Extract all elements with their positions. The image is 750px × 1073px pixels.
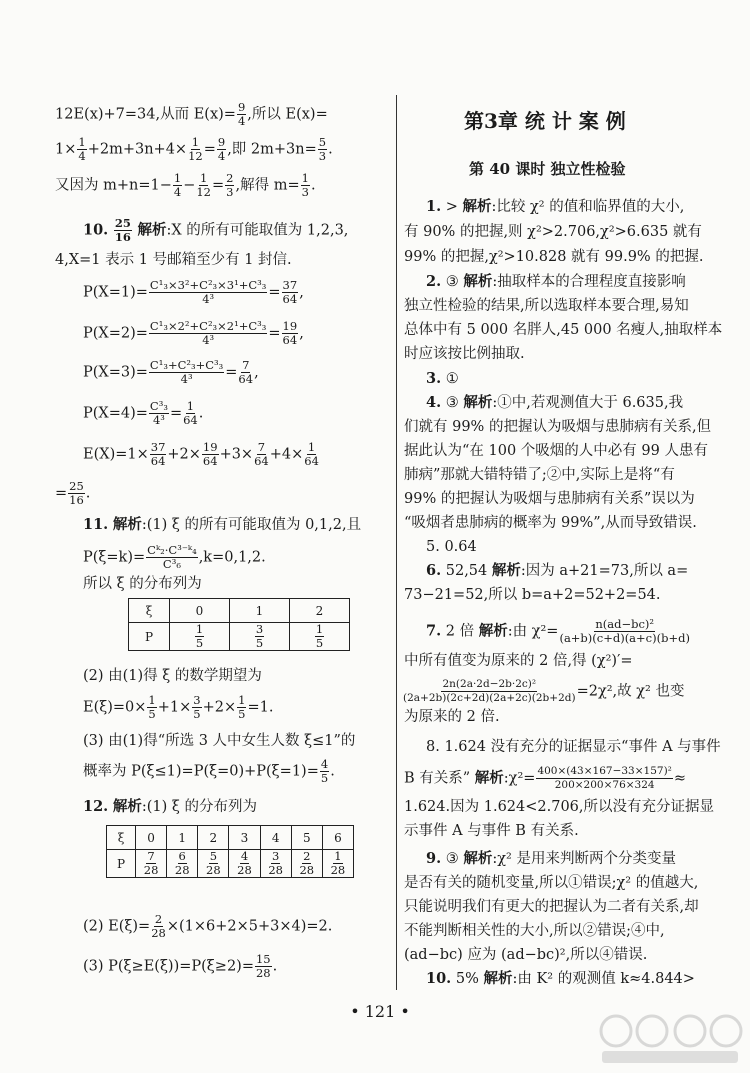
table-row xyxy=(107,826,354,850)
table-cell: $\frac{1}{28}$ xyxy=(322,850,353,878)
formula-line: P(X=1)= $\frac{\text{C¹₃×3²+C²₃×3¹+C³₃}}{\text{4³}}$ = $\frac{37}{64}$ , xyxy=(83,278,304,306)
answer-5: 5. 0.64 xyxy=(426,539,477,555)
text-line: 又因为 m+n=1− $\frac{1}{4}$ − $\frac{1}{12}$ = $\frac{2}{3}$ ,解得 m= $\frac{1}{3}$ . xyxy=(55,171,316,199)
lesson-title: 第 40 课时 独立性检验 xyxy=(469,160,626,178)
text-line: 1× $\frac{1}{4}$ +2m+3n+4× $\frac{1}{12}$ = $\frac{9}{4}$ ,即 2m+3n= $\frac{5}{3}$ . xyxy=(55,135,333,163)
formula-line: P(X=2)= $\frac{\text{C¹₃×2²+C²₃×2¹+C³₃}}{\text{4³}}$ = $\frac{19}{64}$ , xyxy=(83,319,304,347)
formula-line: P(X=4)= $\frac{\text{C³₃}}{\text{4³}}$ = $\frac{1}{64}$ . xyxy=(83,399,204,427)
question-11-header: 11. 解析:(1) ξ 的所有可能取值为 0,1,2,且 xyxy=(83,516,362,533)
formula-line: P(X=3)= $\frac{\text{C¹₃+C²₃+C³₃}}{\text{4³}}$ = $\frac{7}{64}$ , xyxy=(83,358,259,386)
answer-4: 4. ③ 解析:①中,若观测值大于 6.635,我 xyxy=(426,394,684,411)
text-line: 不能判断相关性的大小,所以②错误;④中, xyxy=(404,923,665,939)
text-line: 总体中有 5 000 名胖人,45 000 名瘦人,抽取样本 xyxy=(404,322,723,338)
text-line: 是否有关的随机变量,所以①错误;χ² 的值越大, xyxy=(404,875,699,891)
answer-10: 10. 5% 解析:由 K² 的观测值 k≈4.844> xyxy=(426,970,695,987)
formula-line: = $\frac{25}{16}$ . xyxy=(55,479,91,507)
text-line: 所以 ξ 的分布列为 xyxy=(83,576,202,592)
text-line: 有 90% 的把握,则 χ²>2.706,χ²>6.635 就有 xyxy=(404,224,702,240)
formula-line: 概率为 P(ξ≤1)=P(ξ=0)+P(ξ=1)= $\frac{4}{5}$ . xyxy=(83,757,335,785)
text-line: 时应该按比例抽取. xyxy=(404,346,525,362)
table-cell: $\frac{6}{28}$ xyxy=(167,850,198,878)
text-line: 中所有值变为原来的 2 倍,得 (χ²)′= xyxy=(404,653,633,669)
table-cell: 3 xyxy=(229,826,260,850)
answer-8: 8. 1.624 没有充分的证据显示“事件 A 与事件 xyxy=(426,739,721,755)
formula-line: $\frac{\text{2n(2a·2d−2b·2c)²}}{(2a+2b)(2c+2d)(2a+2c)(2b+2d)}$ =2χ²,故 χ² 也变 xyxy=(403,678,685,704)
table-cell: ξ xyxy=(129,599,170,623)
table-cell: ξ xyxy=(107,826,136,850)
text-line: (3) 由(1)得“所选 3 人中女生人数 ξ≤1”的 xyxy=(83,733,356,749)
answer-7: 7. 2 倍 解析:由 χ²= $\frac{\text{n(ad−bc)²}}{(a+b)(c+d)(a+c)(b+d)}$ xyxy=(426,617,690,645)
table-cell: 2 xyxy=(290,599,350,623)
text-line: 73−21=52,所以 b=a+2=52+2=54. xyxy=(404,587,661,603)
table-cell: $\frac{4}{28}$ xyxy=(229,850,260,878)
answer-1: 1. > 解析:比较 χ² 的值和临界值的大小, xyxy=(426,198,685,215)
distribution-table-xi-3 xyxy=(128,598,350,651)
text-line: 们就有 99% 的把握认为吸烟与患肺病有关系,但 xyxy=(404,419,712,435)
table-cell: $\frac{1}{5}$ xyxy=(290,623,350,651)
distribution-table-xi-7 xyxy=(106,825,354,878)
table-cell: $\frac{1}{5}$ xyxy=(170,623,230,651)
table-row xyxy=(129,599,350,623)
table-cell: $\frac{7}{28}$ xyxy=(136,850,167,878)
text-line: 99% 的把握,χ²>10.828 就有 99.9% 的把握. xyxy=(404,249,704,265)
table-cell: 4 xyxy=(260,826,291,850)
table-cell: 5 xyxy=(291,826,322,850)
table-cell: 1 xyxy=(167,826,198,850)
column-divider xyxy=(396,95,397,990)
table-cell: 6 xyxy=(322,826,353,850)
formula-line: (3) P(ξ≥E(ξ))=P(ξ≥2)= $\frac{15}{28}$ . xyxy=(83,952,278,980)
answer-3: 3. ① xyxy=(426,370,459,387)
question-12-header: 12. 解析:(1) ξ 的分布列为 xyxy=(83,798,257,815)
formula-line: P(ξ=k)= $\frac{\text{Cᵏ₂·C³⁻ᵏ₄}}{\text{C³₆}}$ ,k=0,1,2. xyxy=(83,543,266,571)
text-line: 肺病”那就大错特错了;②中,实际上是将“有 xyxy=(404,467,675,483)
text-line: “吸烟者患肺病的概率为 99%”,从而导致错误. xyxy=(404,515,697,531)
question-10-header: 10. $\frac{25}{16}$ 解析:X 的所有可能取值为 1,2,3, xyxy=(83,216,349,244)
table-cell: $\frac{5}{28}$ xyxy=(198,850,229,878)
table-row xyxy=(107,850,354,878)
text-line: 为原来的 2 倍. xyxy=(404,709,500,725)
table-cell: 2 xyxy=(198,826,229,850)
answer-2: 2. ③ 解析:抽取样本的合理程度直接影响 xyxy=(426,273,686,290)
table-cell: P xyxy=(107,850,136,878)
table-cell: $\frac{3}{28}$ xyxy=(260,850,291,878)
formula-line: E(ξ)=0× $\frac{1}{5}$ +1× $\frac{3}{5}$ +2× $\frac{1}{5}$ =1. xyxy=(83,693,274,721)
table-cell: 1 xyxy=(230,599,290,623)
text-line: 1.624.因为 1.624<2.706,所以没有充分证据显 xyxy=(404,799,715,815)
fraction: $\frac{9}{4}$ xyxy=(237,100,246,128)
text-line: 只能说明我们有更大的把握认为二者有关系,却 xyxy=(404,899,699,915)
text-line: 独立性检验的结果,所以选取样本要合理,易知 xyxy=(404,298,689,314)
chapter-title: 第3章 统 计 案 例 xyxy=(464,109,626,133)
table-cell: 0 xyxy=(136,826,167,850)
text-line: (ad−bc) 应为 (ad−bc)²,所以④错误. xyxy=(404,947,648,963)
text-line: (2) 由(1)得 ξ 的数学期望为 xyxy=(83,668,262,684)
text-line: 据此认为“在 100 个吸烟的人中必有 99 人患有 xyxy=(404,443,708,459)
watermark-logo-icon xyxy=(594,1009,744,1067)
answer-9: 9. ③ 解析:χ² 是用来判断两个分类变量 xyxy=(426,850,676,867)
text-line: 示事件 A 与事件 B 有关系. xyxy=(404,823,579,839)
page-number: • 121 • xyxy=(350,1002,410,1021)
table-cell: $\frac{3}{5}$ xyxy=(230,623,290,651)
table-cell: P xyxy=(129,623,170,651)
formula-line: (2) E(ξ)= $\frac{2}{28}$ ×(1×6+2×5+3×4)=2. xyxy=(83,912,333,940)
text-line: 12E(x)+7=34,从而 E(x)= $\frac{9}{4}$ ,所以 E(x)= xyxy=(55,100,328,128)
table-cell: 0 xyxy=(170,599,230,623)
table-cell: $\frac{2}{28}$ xyxy=(291,850,322,878)
text-line: 99% 的把握认为吸烟与患肺病有关系”误以为 xyxy=(404,491,695,507)
text-line: 4,X=1 表示 1 号邮箱至少有 1 封信. xyxy=(55,252,292,268)
table-row xyxy=(129,623,350,651)
formula-line: E(X)=1× $\frac{37}{64}$ +2× $\frac{19}{64}$ +3× $\frac{7}{64}$ +4× $\frac{1}{64}$ xyxy=(83,440,319,468)
answer-6: 6. 52,54 解析:因为 a+21=73,所以 a= xyxy=(426,562,689,579)
formula-line: B 有关系” 解析:χ²= $\frac{\text{400×(43×167−33×157)²}}{200\times 200\times 76\times 324}$ ≈ xyxy=(404,765,687,791)
